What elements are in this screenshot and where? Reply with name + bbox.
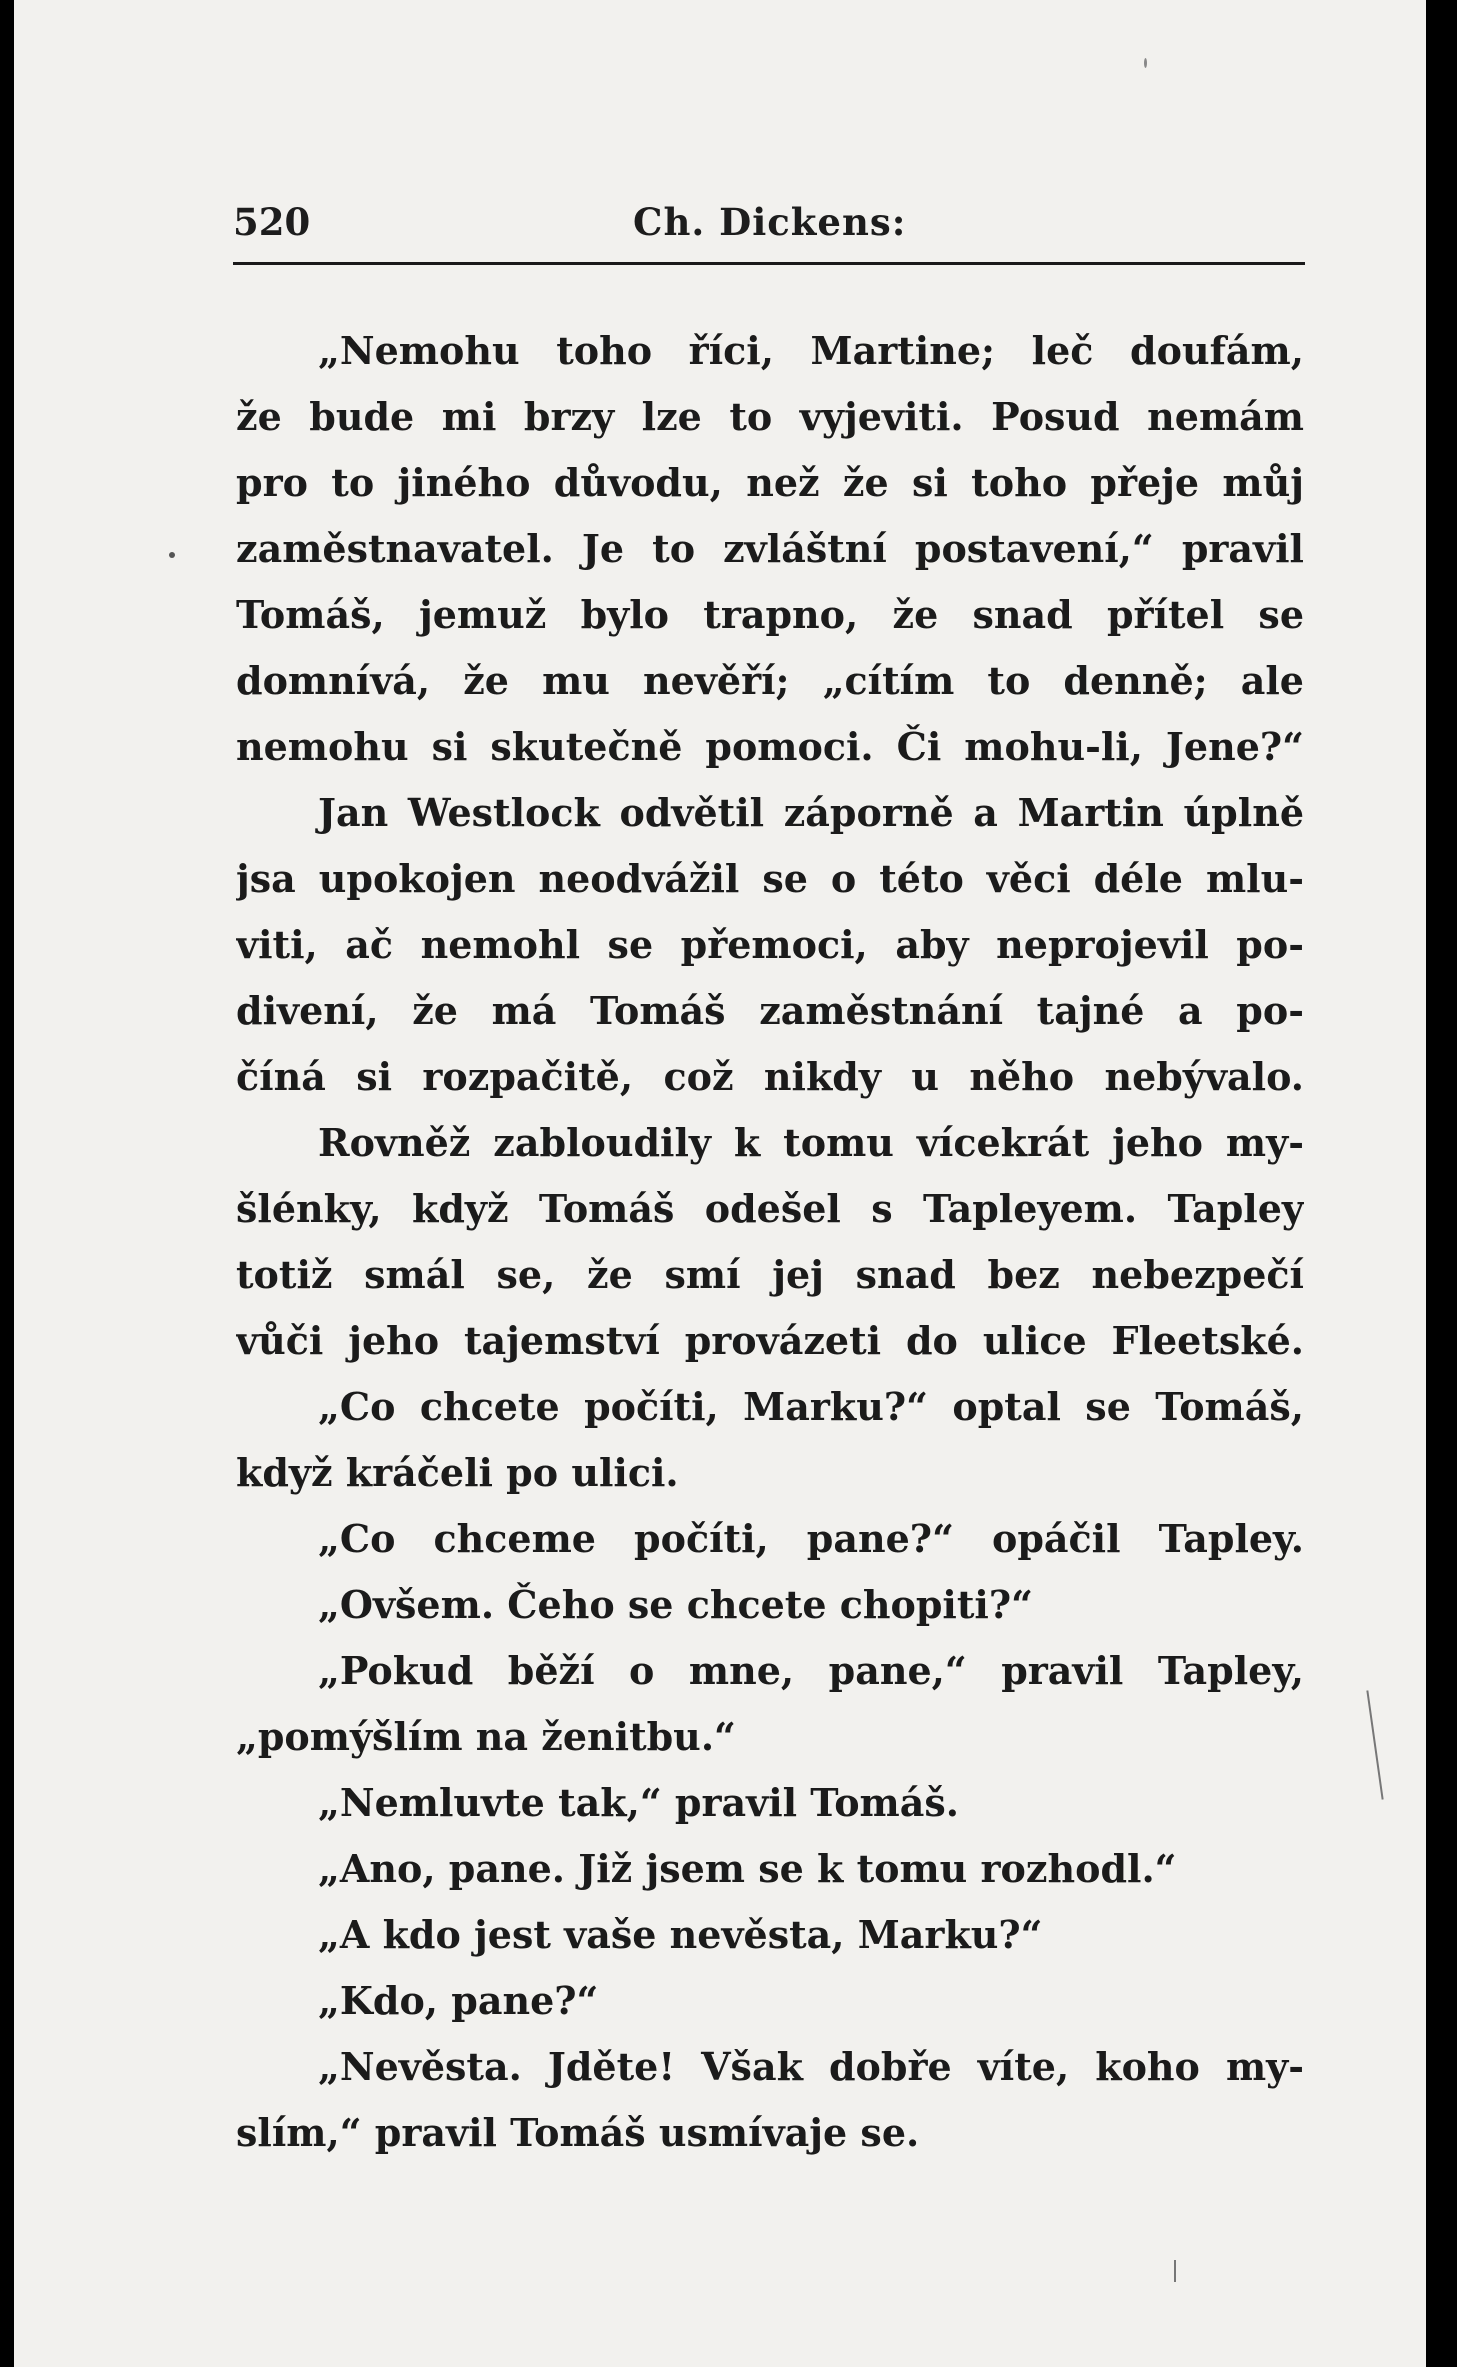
paper-speck: [169, 552, 175, 558]
text-line: „Ovšem. Čeho se chcete chopiti?“: [318, 1582, 1033, 1627]
text-line: „Co chcete počíti, Marku?“ optal se Tomáš,: [318, 1384, 1304, 1429]
text-line: pro to jiného důvodu, než že si toho přeje můj: [236, 460, 1304, 505]
text-line: když kráčeli po ulici.: [236, 1450, 679, 1495]
header-rule: [233, 262, 1305, 265]
text-line: „Kdo, pane?“: [318, 1978, 599, 2023]
body-text: [236, 318, 1304, 2166]
running-head: Ch. Dickens:: [633, 200, 907, 244]
text-line: „Nemohu toho říci, Martine; leč doufám,: [318, 328, 1304, 373]
text-line: vůči jeho tajemství provázeti do ulice Fleetské.: [236, 1318, 1304, 1363]
text-line: „A kdo jest vaše nevěsta, Marku?“: [318, 1912, 1043, 1957]
text-line: šlénky, když Tomáš odešel s Tapleyem. Tapley: [236, 1186, 1304, 1231]
paper-speck: [1144, 58, 1147, 68]
paper-crease: [1174, 2260, 1176, 2282]
text-line: slím,“ pravil Tomáš usmívaje se.: [236, 2110, 920, 2155]
text-line: totiž smál se, že smí jej snad bez nebezpečí: [236, 1252, 1304, 1297]
paper-crease: [1366, 1690, 1383, 1799]
text-line: „Pokud běží o mne, pane,“ pravil Tapley,: [318, 1648, 1304, 1693]
text-line: domnívá, že mu nevěří; „cítím to denně; ale: [236, 658, 1304, 703]
text-line: divení, že má Tomáš zaměstnání tajné a po-: [236, 988, 1304, 1033]
text-line: jsa upokojen neodvážil se o této věci déle mlu-: [236, 856, 1304, 901]
text-line: Jan Westlock odvětil záporně a Martin úplně: [318, 790, 1304, 835]
page-header: [233, 200, 1305, 260]
text-line: číná si rozpačitě, což nikdy u něho nebývalo.: [236, 1054, 1304, 1099]
text-line: „Co chceme počíti, pane?“ opáčil Tapley.: [318, 1516, 1304, 1561]
text-line: zaměstnavatel. Je to zvláštní postavení,“ pravil: [236, 526, 1304, 571]
text-line: nemohu si skutečně pomoci. Či mohu-li, Jene?“: [236, 724, 1304, 769]
text-line: „Nemluvte tak,“ pravil Tomáš.: [318, 1780, 960, 1825]
text-line: Tomáš, jemuž bylo trapno, že snad přítel se: [236, 592, 1304, 637]
page-number: 520: [233, 200, 311, 244]
text-line: že bude mi brzy lze to vyjeviti. Posud nemám: [236, 394, 1304, 439]
book-page: [14, 0, 1426, 2367]
text-line: „Ano, pane. Již jsem se k tomu rozhodl.“: [318, 1846, 1177, 1891]
text-line: Rovněž zabloudily k tomu vícekrát jeho my-: [318, 1120, 1304, 1165]
text-line: viti, ač nemohl se přemoci, aby neprojevil po-: [236, 922, 1304, 967]
text-line: „Nevěsta. Jděte! Však dobře víte, koho my-: [318, 2044, 1304, 2089]
text-line: „pomýšlím na ženitbu.“: [236, 1714, 736, 1759]
